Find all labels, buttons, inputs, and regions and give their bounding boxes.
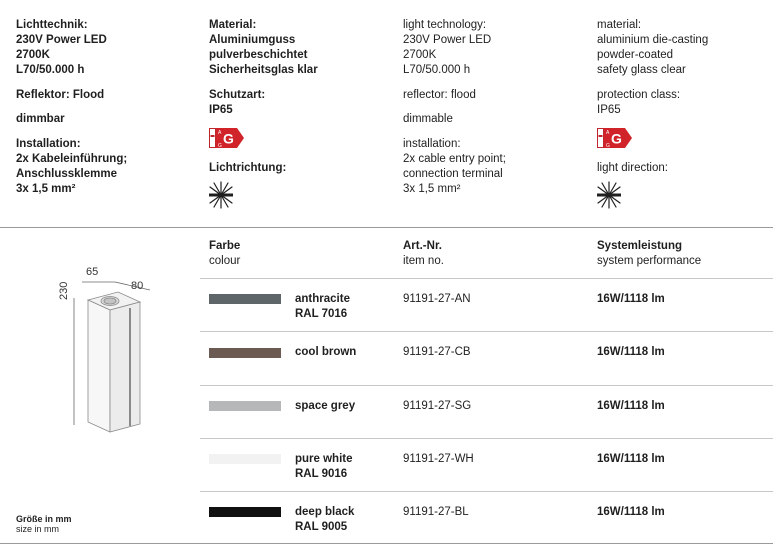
schutzart-label: Schutzart: xyxy=(209,89,266,101)
schutzart-de xyxy=(209,88,265,118)
schutzart-value: IP65 xyxy=(209,104,233,116)
system-performance: 16W/1118 lm xyxy=(597,346,665,358)
material-casting: Aluminiumguss xyxy=(209,34,296,46)
colour-name: cool brown xyxy=(295,346,357,358)
material-coating: pulverbeschichtet xyxy=(209,49,308,61)
colour-name-cell xyxy=(295,292,350,322)
installation-en xyxy=(403,137,506,197)
specs-de-col1 xyxy=(16,18,107,78)
installation-terminal: Anschlussklemme xyxy=(16,168,117,180)
colour-swatch xyxy=(209,348,281,358)
colour-name: deep black xyxy=(295,506,355,518)
colour-name-cell xyxy=(295,505,354,535)
header-colour-de: Farbe xyxy=(209,240,241,252)
system-performance: 16W/1118 lm xyxy=(597,506,665,518)
material-en-glass: safety glass clear xyxy=(597,64,686,76)
item-number: 91191-27-CB xyxy=(403,346,471,358)
material-en-coating: powder-coated xyxy=(597,49,674,61)
energy-label-icon-de xyxy=(209,128,245,148)
size-caption-de: Größe in mm xyxy=(16,514,72,524)
header-performance-de: Systemleistung xyxy=(597,240,682,252)
light-technology-label: light technology: xyxy=(403,19,487,31)
energy-scale-top-en: A xyxy=(606,130,610,136)
energy-scale-bottom-en: G xyxy=(606,143,610,148)
energy-class-en: G xyxy=(611,130,622,147)
dimension-height: 230 xyxy=(58,281,70,300)
colour-name: space grey xyxy=(295,400,356,412)
lichtrichtung-label: Lichtrichtung: xyxy=(209,162,287,174)
lichttechnik-label: Lichttechnik: xyxy=(16,19,88,31)
product-drawing xyxy=(60,260,170,445)
light-technology-lifetime: L70/50.000 h xyxy=(403,64,471,76)
bottom-divider xyxy=(0,543,773,544)
header-performance-en: system performance xyxy=(597,255,702,267)
installation-label: Installation: xyxy=(16,138,81,150)
light-direction-icon-en xyxy=(596,180,622,210)
reflector-text: reflector: flood xyxy=(403,89,476,101)
light-technology-led: 230V Power LED xyxy=(403,34,492,46)
colour-swatch xyxy=(209,294,281,304)
specs-en-col1 xyxy=(403,18,491,78)
installation-de xyxy=(16,137,127,197)
dimension-depth: 80 xyxy=(131,280,144,292)
size-caption-en: size in mm xyxy=(16,524,60,534)
lichttechnik-lifetime: L70/50.000 h xyxy=(16,64,85,76)
row-separator xyxy=(200,278,773,279)
colour-name: pure white xyxy=(295,453,353,465)
colour-name-cell xyxy=(295,345,356,360)
colour-name-cell xyxy=(295,399,355,414)
material-label: Material: xyxy=(209,19,257,31)
energy-class: G xyxy=(223,130,234,147)
dimension-width: 65 xyxy=(86,266,99,278)
item-number: 91191-27-AN xyxy=(403,293,471,305)
header-colour-en: colour xyxy=(209,255,241,267)
lichttechnik-kelvin: 2700K xyxy=(16,49,50,61)
protection-label: protection class: xyxy=(597,89,681,101)
installation-en-label: installation: xyxy=(403,138,461,150)
material-en-label: material: xyxy=(597,19,642,31)
specs-de-col2 xyxy=(209,18,318,78)
system-performance: 16W/1118 lm xyxy=(597,293,665,305)
colour-ral: RAL 9005 xyxy=(295,521,348,533)
energy-scale-top: A xyxy=(218,130,222,136)
colour-swatch xyxy=(209,507,281,517)
lichttechnik-led: 230V Power LED xyxy=(16,34,107,46)
light-technology-kelvin: 2700K xyxy=(403,49,437,61)
installation-en-terminal: connection terminal xyxy=(403,168,503,180)
installation-cable: 2x Kabeleinführung; xyxy=(16,153,128,165)
item-number: 91191-27-SG xyxy=(403,400,472,412)
installation-en-gauge: 3x 1,5 mm² xyxy=(403,183,461,195)
colour-swatch xyxy=(209,401,281,411)
installation-gauge: 3x 1,5 mm² xyxy=(16,183,76,195)
item-number: 91191-27-WH xyxy=(403,453,474,465)
installation-en-cable: 2x cable entry point; xyxy=(403,153,506,165)
row-separator xyxy=(200,385,773,386)
material-en-casting: aluminium die-casting xyxy=(597,34,709,46)
colour-ral: RAL 7016 xyxy=(295,308,348,320)
row-separator xyxy=(200,438,773,439)
specs-en-col2 xyxy=(597,18,708,78)
system-performance: 16W/1118 lm xyxy=(597,400,665,412)
item-number: 91191-27-BL xyxy=(403,506,469,518)
colour-swatch xyxy=(209,454,281,464)
row-separator xyxy=(200,331,773,332)
light-direction-icon-de xyxy=(208,180,234,210)
header-performance xyxy=(597,239,701,269)
system-performance: 16W/1118 lm xyxy=(597,453,665,465)
protection-en xyxy=(597,88,680,118)
light-direction-label: light direction: xyxy=(597,162,668,174)
protection-value: IP65 xyxy=(597,104,621,116)
header-item-no xyxy=(403,239,444,269)
dimmbar-text: dimmbar xyxy=(16,113,65,125)
energy-label-icon-en xyxy=(597,128,633,148)
header-colour xyxy=(209,239,240,269)
row-separator xyxy=(200,491,773,492)
header-item-en: item no. xyxy=(403,255,444,267)
header-item-de: Art.-Nr. xyxy=(403,240,442,252)
size-caption xyxy=(16,514,72,534)
section-divider xyxy=(0,227,773,228)
colour-name: anthracite xyxy=(295,293,350,305)
dimmable-text: dimmable xyxy=(403,113,453,125)
reflektor-text: Reflektor: Flood xyxy=(16,89,105,101)
energy-scale-bottom: G xyxy=(218,143,222,148)
colour-name-cell xyxy=(295,452,353,482)
material-glass: Sicherheitsglas klar xyxy=(209,64,318,76)
colour-ral: RAL 9016 xyxy=(295,468,348,480)
